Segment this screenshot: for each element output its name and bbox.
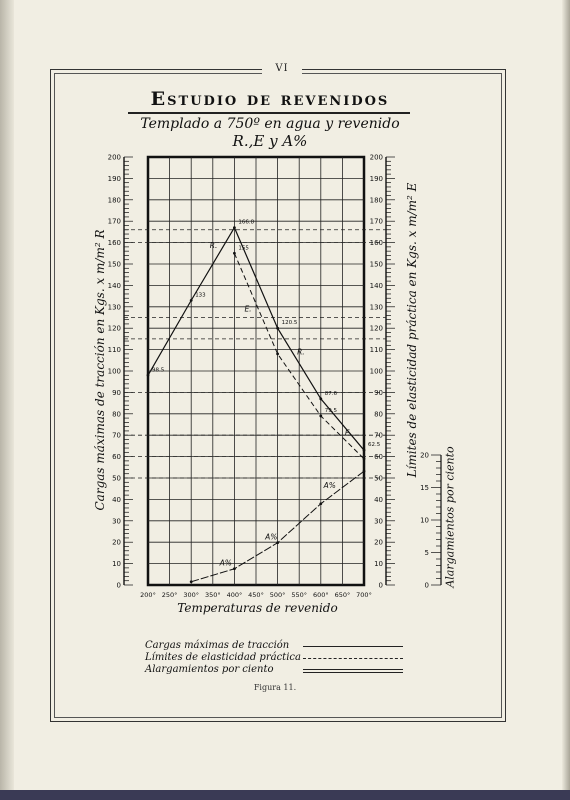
series-label: E. bbox=[244, 304, 252, 314]
y-axis-right-tick-label: 90 bbox=[374, 388, 383, 397]
data-point bbox=[147, 374, 150, 377]
y-axis-elongation-tick-label: 0 bbox=[424, 581, 429, 590]
y-axis-elongation-tick-label: 10 bbox=[420, 516, 429, 525]
chart-title: Estudio de revenidos bbox=[150, 88, 390, 110]
legend-swatch-solid bbox=[303, 646, 403, 647]
y-axis-right-tick-label: 10 bbox=[374, 560, 383, 569]
data-point bbox=[319, 502, 322, 505]
data-label: 98.5 bbox=[152, 367, 165, 374]
x-axis-tick-label: 550° bbox=[291, 591, 308, 599]
series-label: E. bbox=[344, 428, 352, 438]
series-label: A% bbox=[265, 532, 278, 542]
data-point bbox=[363, 449, 366, 452]
chart-subtitle-series: R.,E y A% bbox=[232, 132, 308, 150]
series-label: A% bbox=[323, 481, 336, 490]
y-axis-right-tick-label: 60 bbox=[374, 453, 383, 462]
y-axis-left-tick-label: 170 bbox=[107, 217, 121, 226]
y-axis-left-tick-label: 110 bbox=[107, 346, 121, 355]
figure-caption: Figura 11. bbox=[253, 683, 297, 692]
y-axis-right-tick-label: 160 bbox=[369, 239, 383, 248]
legend-label: Límites de elasticidad práctica bbox=[145, 652, 301, 663]
y-axis-right-tick-label: 120 bbox=[369, 324, 383, 333]
y-axis-left-tick-label: 140 bbox=[107, 281, 121, 290]
x-axis-tick-label: 300° bbox=[183, 591, 200, 599]
x-axis-tick-label: 450° bbox=[248, 591, 264, 599]
y-axis-right-tick-label: 80 bbox=[374, 410, 383, 419]
legend-swatch-double bbox=[303, 669, 403, 673]
legend-label: Alargamientos por ciento bbox=[145, 664, 274, 675]
data-point bbox=[233, 226, 236, 229]
y-axis-right-tick-label: 170 bbox=[369, 217, 383, 226]
data-label: 79.5 bbox=[324, 407, 338, 414]
y-axis-elongation-tick-label: 5 bbox=[424, 549, 429, 557]
x-axis-tick-label: 400° bbox=[226, 591, 243, 599]
x-axis-tick-label: 500° bbox=[269, 591, 286, 599]
y-axis-left-tick-label: 20 bbox=[112, 538, 121, 547]
series-label: R. bbox=[209, 240, 218, 250]
y-axis-right-tick-label: 100 bbox=[369, 367, 383, 376]
y-axis-right-tick-label: 110 bbox=[369, 346, 383, 355]
y-axis-left-tick-label: 100 bbox=[107, 367, 121, 376]
y-axis-right-tick-label: 180 bbox=[369, 196, 383, 205]
y-axis-left-tick-label: 90 bbox=[112, 388, 121, 397]
legend-item-elasticity bbox=[145, 652, 415, 664]
data-label: 155 bbox=[238, 245, 249, 252]
data-point bbox=[190, 299, 193, 302]
y-axis-left-tick-label: 80 bbox=[112, 410, 121, 419]
y-axis-left-tick-label: 50 bbox=[112, 474, 121, 483]
data-label: 166.8 bbox=[238, 219, 255, 226]
data-label: 133 bbox=[195, 292, 206, 299]
data-point bbox=[276, 327, 279, 330]
y-axis-right-tick-label: 200 bbox=[369, 153, 383, 162]
y-axis-right-tick-label: 190 bbox=[369, 174, 383, 183]
data-point bbox=[190, 580, 193, 583]
y-axis-left-tick-label: 180 bbox=[107, 196, 121, 205]
legend-label: Cargas máximas de tracción bbox=[145, 640, 290, 651]
data-point bbox=[319, 397, 322, 400]
chart-subtitle: Templado a 750º en agua y revenido bbox=[140, 116, 400, 132]
legend-item-elongation bbox=[145, 664, 415, 676]
x-axis-tick-label: 700° bbox=[356, 591, 372, 599]
y-axis-left-tick-label: 0 bbox=[116, 581, 121, 590]
y-axis-left-tick-label: 10 bbox=[112, 560, 121, 569]
x-axis-tick-label: 200° bbox=[140, 591, 156, 599]
data-label: 87.6 bbox=[324, 390, 338, 397]
data-point bbox=[276, 352, 279, 355]
y-axis-left-tick-label: 120 bbox=[107, 324, 121, 333]
y-axis-left-tick-label: 70 bbox=[112, 431, 121, 440]
y-axis-left-tick-label: 40 bbox=[112, 495, 121, 504]
data-point bbox=[363, 470, 366, 473]
y-axis-elongation-tick-label: 15 bbox=[420, 484, 429, 492]
y-axis-left-tick-label: 60 bbox=[112, 453, 121, 462]
y-axis-left-tick-label: 200 bbox=[107, 153, 121, 162]
x-axis-tick-label: 600° bbox=[312, 591, 329, 599]
y-axis-right-tick-label: 140 bbox=[369, 281, 383, 290]
y-axis-left-tick-label: 190 bbox=[107, 174, 121, 183]
y-axis-right-tick-label: 40 bbox=[374, 495, 383, 504]
data-point bbox=[276, 541, 279, 544]
y-axis-left-tick-label: 130 bbox=[107, 303, 121, 312]
legend bbox=[145, 640, 415, 676]
data-point bbox=[233, 252, 236, 255]
y-axis-elongation-tick-label: 20 bbox=[420, 451, 429, 460]
plate-number: VI bbox=[262, 63, 302, 74]
page: VI Estudio de revenidos Templado a 750º en agua y revenido R.,E y A% 0 10 20 30 40 50 60 70 80 90 100 110 120 130 140 150 160 170 180 190 200 0 10 20 30 40 50 60 70 80 90 100 110 120 130 140 150 160 170 180 190 200 0 5 10 15 20 200° 250° 300° 350° 400° 450° 500° 550° 600° 650° 700° 98.5 133 166.8 120.5 87.6 62.5 155 79.5 R. R. E. E. A% A% A% Cargas máximas de tracción en Kgs. x m/m² R Límites de elasticidad práctica en Kgs. x m/m² E Alargamientos por ciento Temperaturas de revenido Cargas máximas de tracción Límites de elasticidad práctica Alargamientos por ciento Figura 11. bbox=[0, 0, 570, 800]
series-label: R. bbox=[297, 347, 305, 357]
legend-item-tension bbox=[145, 640, 415, 652]
y-axis-left-tick-label: 160 bbox=[107, 239, 121, 248]
y-axis-right-tick-label: 130 bbox=[369, 303, 383, 312]
y-axis-right-tick-label: 70 bbox=[374, 431, 383, 440]
data-label: 120.5 bbox=[281, 320, 298, 327]
series-label: A% bbox=[219, 558, 232, 568]
y-axis-right-tick-label: 150 bbox=[369, 260, 383, 269]
x-axis-label: Temperaturas de revenido bbox=[177, 601, 338, 615]
data-point bbox=[319, 415, 322, 418]
data-point bbox=[363, 457, 366, 460]
x-axis-tick-label: 250° bbox=[161, 591, 178, 599]
data-label: 62.5 bbox=[368, 442, 381, 449]
x-axis-tick-label: 350° bbox=[204, 591, 221, 599]
y-axis-left-tick-label: 150 bbox=[107, 260, 121, 269]
x-axis-tick-label: 650° bbox=[334, 591, 351, 599]
y-axis-right-tick-label: 30 bbox=[374, 517, 383, 526]
y-axis-right-tick-label: 50 bbox=[374, 474, 383, 483]
data-point bbox=[233, 567, 236, 570]
y-axis-left-tick-label: 30 bbox=[112, 517, 121, 526]
y-axis-right-tick-label: 20 bbox=[374, 538, 383, 547]
y-axis-right-tick-label: 0 bbox=[378, 581, 383, 590]
legend-swatch-dashed bbox=[303, 658, 403, 659]
